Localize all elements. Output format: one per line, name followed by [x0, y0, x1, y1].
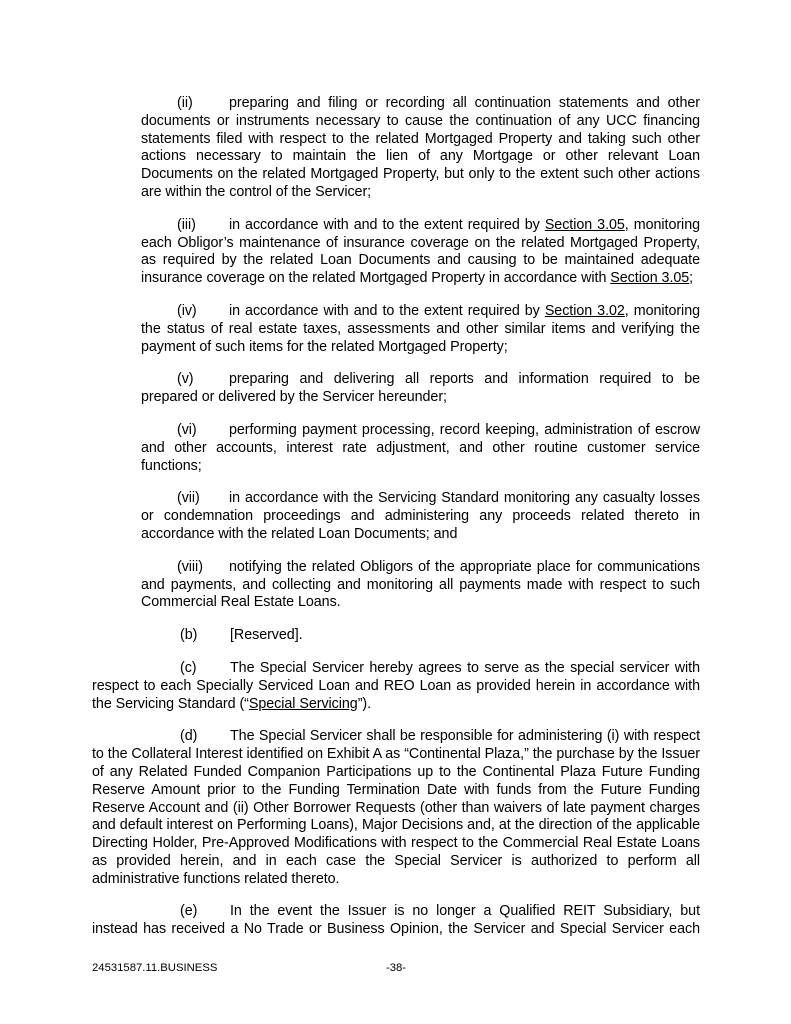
paragraph-b: [92, 627, 700, 645]
paragraph-viii-text: notifying the related Obligors of the appropriate place for communications and payments, and collecting and monitoring all payments made with respect to such Commercial Real Estate Loans.: [141, 558, 700, 611]
paragraph-iv-text: in accordance with and to the extent required by: [229, 302, 545, 319]
paragraph-vi: [141, 422, 700, 475]
section-3-05-reference: Section 3.05: [610, 270, 690, 287]
paragraph-v: [141, 371, 700, 407]
paragraph-v-text: preparing and delivering all reports and information required to be prepared or delivered by the Servicer hereunder;: [141, 371, 700, 406]
paragraph-e-label: (e): [180, 903, 198, 920]
paragraph-e: [92, 903, 700, 939]
paragraph-viii: [141, 559, 700, 612]
paragraph-vii-label: (vii): [177, 490, 200, 507]
paragraph-iv-text: , monitoring the status of real estate taxes, assessments and other similar items and verifying the payment of such items for the related Mortgaged Property;: [141, 302, 700, 355]
paragraph-iv-label: (iv): [177, 302, 197, 319]
paragraph-b-text: [Reserved].: [230, 627, 303, 644]
paragraph-d: [92, 728, 700, 888]
section-3-02-reference: Section 3.02: [544, 302, 625, 319]
paragraph-iii-text: ;: [689, 270, 694, 287]
paragraph-c: [92, 660, 700, 713]
paragraph-vii-text: in accordance with the Servicing Standard monitoring any casualty losses or condemnation proceedings and administering any proceeds related thereto in accordance with the related Loan Documents; and: [141, 490, 700, 542]
paragraph-e-text: In the event the Issuer is no longer a Qualified REIT Subsidiary, but instead has received a No Trade or Business Opinion, the Servicer and Special Servicer each: [92, 903, 700, 938]
document-body: [92, 95, 700, 954]
paragraph-v-label: (v): [177, 371, 194, 388]
paragraph-c-text: The Special Servicer hereby agrees to serve as the special servicer with respect to each Specially Serviced Loan and REO Loan as provided herein in accordance with the Servicing Standard (“: [92, 659, 700, 712]
paragraph-iv: [141, 303, 700, 356]
paragraph-ii-label: (ii): [177, 95, 193, 111]
paragraph-iii-label: (iii): [177, 216, 196, 233]
paragraph-viii-label: (viii): [177, 558, 203, 575]
paragraph-iii-text: in accordance with and to the extent required by: [229, 216, 545, 233]
footer-doc-number: 24531587.11.BUSINESS: [92, 962, 218, 974]
paragraph-d-label: (d): [180, 728, 198, 745]
paragraph-ii: [141, 95, 700, 202]
paragraph-b-label: (b): [180, 627, 198, 644]
paragraph-c-label: (c): [180, 659, 197, 676]
paragraph-vii: [141, 490, 700, 543]
footer-page-number: -38-: [385, 962, 407, 974]
paragraph-vi-label: (vi): [177, 421, 197, 438]
paragraph-ii-text: preparing and filing or recording all continuation statements and other documents or instruments necessary to cause the continuation of any UCC financing statements filed with respect to the related Mortgaged Property and taking such other actions necessary to maintain the lien of any Mortgage or other relevant Loan Documents on the related Mortgaged Property, but only to the extent such other actions are within the control of the Servicer;: [141, 95, 700, 200]
special-servicing-defined-term: Special Servicing: [248, 695, 358, 712]
paragraph-iii: [141, 217, 700, 288]
paragraph-c-text: ”).: [357, 695, 372, 712]
paragraph-d-text: The Special Servicer shall be responsible for administering (i) with respect to the Collateral Interest identified on Exhibit A as “Continental Plaza,” the purchase by the Issuer of any Related Funded Companion Participations up to the Continental Plaza Future Funding Reserve Amount prior to the Funding Termination Date with funds from the Future Funding Reserve Account and (ii) Other Borrower Requests (other than waivers of late payment charges and default interest on Performing Loans), Major Decisions and, at the direction of the applicable Directing Holder, Pre-Approved Modifications with respect to the Commercial Real Estate Loans as provided herein, and in each case the Special Servicer is authorized to perform all administrative functions related thereto.: [92, 728, 700, 887]
section-3-05-reference: Section 3.05: [544, 216, 625, 233]
paragraph-vi-text: performing payment processing, record keeping, administration of escrow and other accounts, interest rate adjustment, and other routine customer service functions;: [141, 421, 700, 474]
paragraph-iii-text: , monitoring each Obligor’s maintenance of insurance coverage on the related Mortgaged Property, as required by the related Loan Documents and causing to be maintained adequate insurance coverage on the related Mortgaged Property in accordance with: [141, 216, 700, 287]
page-footer: [92, 961, 700, 975]
